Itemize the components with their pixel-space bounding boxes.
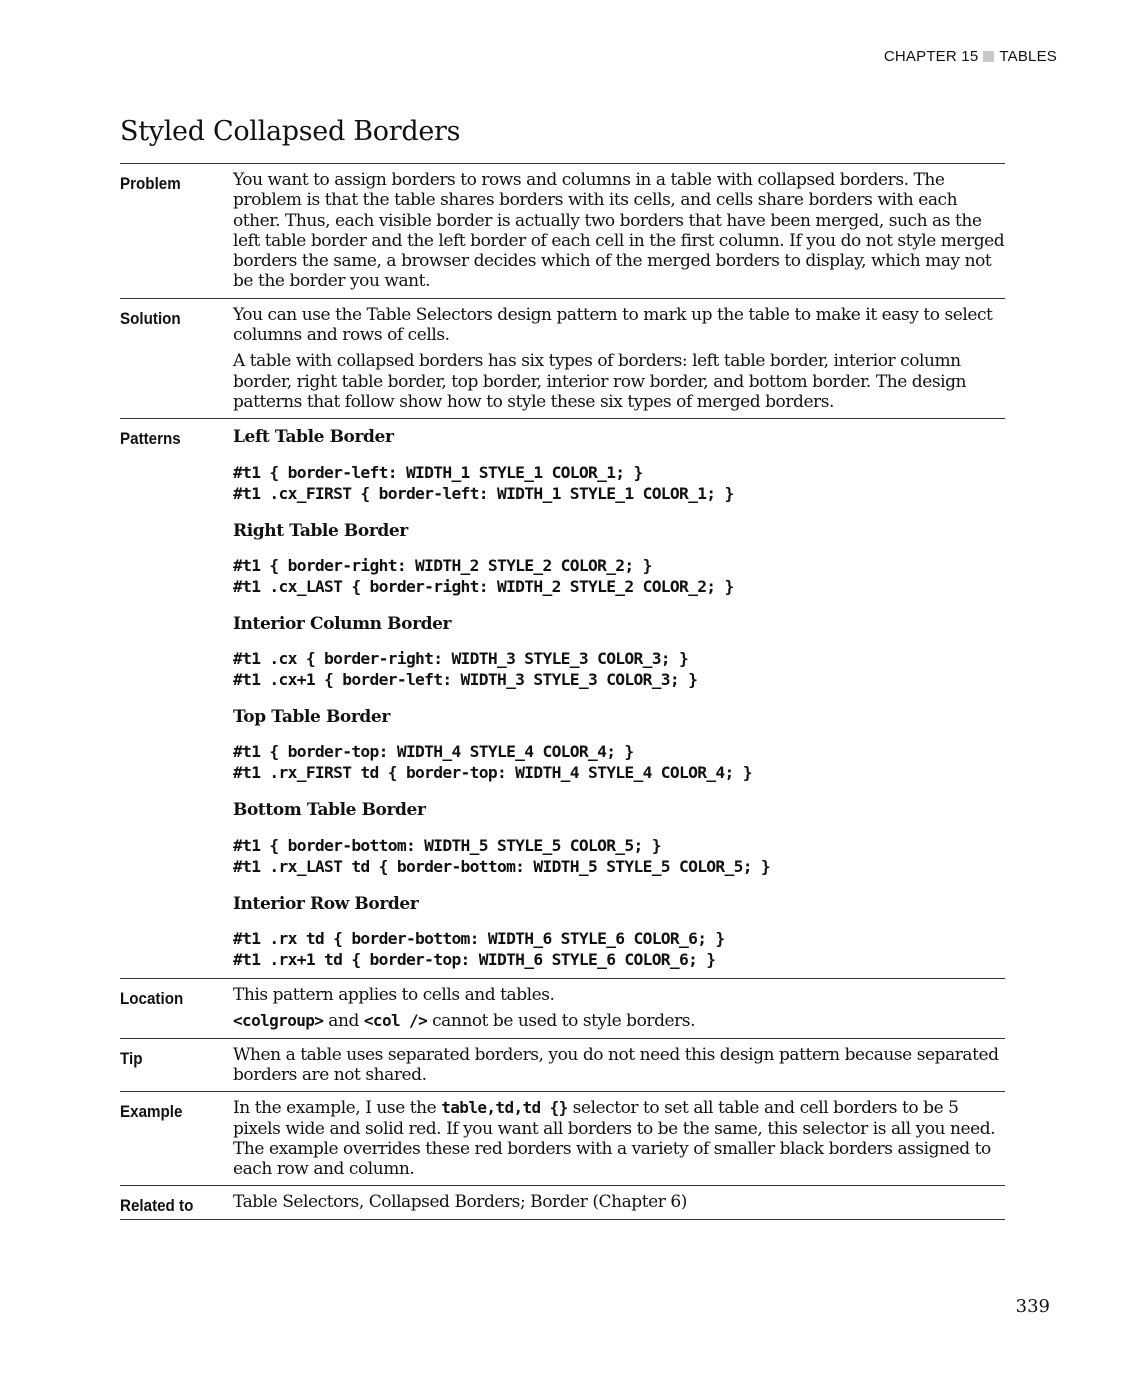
pattern-table	[120, 163, 1005, 1220]
inline-text: In the example, I use the	[233, 1098, 442, 1119]
pattern-left-table-border	[233, 427, 1005, 503]
code-line: #t1 .cx_LAST { border-right: WIDTH_2 STYLE_2 COLOR_2; }	[233, 576, 734, 596]
row-body-problem	[233, 164, 1005, 298]
code-line: #t1 { border-right: WIDTH_2 STYLE_2 COLOR_2; }	[233, 555, 652, 575]
square-separator-icon	[983, 51, 994, 62]
code-block	[233, 648, 1005, 690]
pattern-heading: Top Table Border	[233, 707, 390, 728]
row-problem	[120, 164, 1005, 299]
code-line: #t1 .rx+1 td { border-top: WIDTH_6 STYLE_6 COLOR_6; }	[233, 950, 716, 970]
code-line: #t1 .cx_FIRST { border-left: WIDTH_1 STYLE_1 COLOR_1; }	[233, 483, 734, 503]
row-solution	[120, 299, 1005, 419]
row-label-problem: Problem	[120, 175, 181, 193]
row-label-patterns: Patterns	[120, 430, 181, 449]
pattern-right-table-border	[233, 521, 1005, 597]
inline-text: cannot be used to style borders.	[427, 1011, 696, 1032]
code-line: #t1 .cx+1 { border-left: WIDTH_3 STYLE_3 COLOR_3; }	[233, 670, 698, 690]
running-head-section: TABLES	[999, 48, 1057, 65]
row-label-example: Example	[120, 1103, 183, 1122]
row-label-related: Related to	[120, 1197, 194, 1216]
row-body-example	[233, 1092, 1005, 1185]
row-example	[120, 1092, 1005, 1186]
pattern-interior-column-border	[233, 614, 1005, 690]
pattern-heading: Left Table Border	[233, 427, 394, 448]
problem-text: You want to assign borders to rows and columns in a table with collapsed borders. The problem is that the table shares borders with its cells, and cells share borders with each other. Thus, each visible border is actually two borders that have been merged, such as the left table border and the left border of each cell in the first column. If you do not style merged borders the same, a browser decides which of the merged borders to display, which may not be the border you want.	[233, 170, 1005, 292]
running-head-chapter: CHAPTER 15	[883, 48, 979, 65]
inline-text: selector to set all table and cell borders to be 5 pixels wide and solid red. If you want all borders to be the same, this selector is all you need. The example overrides these red borders with a variety of smaller black borders assigned to each row and column.	[233, 1098, 996, 1180]
inline-text: and	[323, 1011, 364, 1032]
page-number: 339	[1015, 1296, 1050, 1317]
location-paragraph-1: This pattern applies to cells and tables.	[233, 985, 555, 1006]
pattern-heading: Right Table Border	[233, 520, 408, 541]
row-body-location	[233, 979, 1005, 1038]
code-block	[233, 741, 1005, 783]
code-line: #t1 .rx td { border-bottom: WIDTH_6 STYLE_6 COLOR_6; }	[233, 929, 725, 949]
code-line: #t1 { border-bottom: WIDTH_5 STYLE_5 COLOR_5; }	[233, 835, 661, 855]
code-line: #t1 .rx_FIRST td { border-top: WIDTH_4 STYLE_4 COLOR_4; }	[233, 763, 752, 783]
row-body-related	[233, 1186, 1005, 1218]
code-line: #t1 .cx { border-right: WIDTH_3 STYLE_3 COLOR_3; }	[233, 649, 689, 669]
code-line: #t1 { border-left: WIDTH_1 STYLE_1 COLOR_1; }	[233, 462, 643, 482]
running-head	[884, 48, 1057, 65]
row-patterns	[120, 419, 1005, 979]
code-line: #t1 { border-top: WIDTH_4 STYLE_4 COLOR_4; }	[233, 742, 634, 762]
tip-text: When a table uses separated borders, you do not need this design pattern because separated borders are not shared.	[233, 1044, 999, 1085]
pattern-top-table-border	[233, 707, 1005, 783]
row-label-location: Location	[120, 990, 184, 1009]
page-title: Styled Collapsed Borders	[120, 116, 461, 147]
inline-code: table,td,td {}	[441, 1098, 568, 1118]
row-label-solution: Solution	[120, 309, 181, 328]
row-tip	[120, 1039, 1005, 1093]
code-block	[233, 555, 1005, 597]
code-line: #t1 .rx_LAST td { border-bottom: WIDTH_5 STYLE_5 COLOR_5; }	[233, 856, 771, 876]
example-text	[233, 1098, 1005, 1179]
code-block	[233, 928, 1005, 970]
location-paragraph-2	[233, 1011, 1005, 1031]
row-label-tip: Tip	[120, 1049, 143, 1068]
pattern-heading: Interior Column Border	[233, 613, 452, 634]
inline-code: <colgroup>	[233, 1011, 324, 1031]
code-block	[233, 835, 1005, 877]
row-location	[120, 979, 1005, 1039]
related-text: Table Selectors, Collapsed Borders; Border (Chapter 6)	[233, 1192, 687, 1213]
row-body-solution	[233, 299, 1005, 418]
row-body-patterns	[233, 419, 1005, 978]
pattern-heading: Interior Row Border	[233, 893, 419, 914]
pattern-interior-row-border	[233, 894, 1005, 970]
solution-paragraph-1: You can use the Table Selectors design pattern to mark up the table to make it easy to select columns and rows of cells.	[233, 304, 993, 346]
row-body-tip	[233, 1039, 1005, 1092]
pattern-heading: Bottom Table Border	[233, 800, 426, 821]
code-block	[233, 462, 1005, 504]
row-related	[120, 1186, 1005, 1219]
inline-code: <col />	[363, 1011, 428, 1031]
pattern-bottom-table-border	[233, 800, 1005, 876]
solution-paragraph-2: A table with collapsed borders has six types of borders: left table border, interior column border, right table border, top border, interior row border, and bottom border. The design patterns that follow show how to style these six types of merged borders.	[233, 351, 967, 412]
